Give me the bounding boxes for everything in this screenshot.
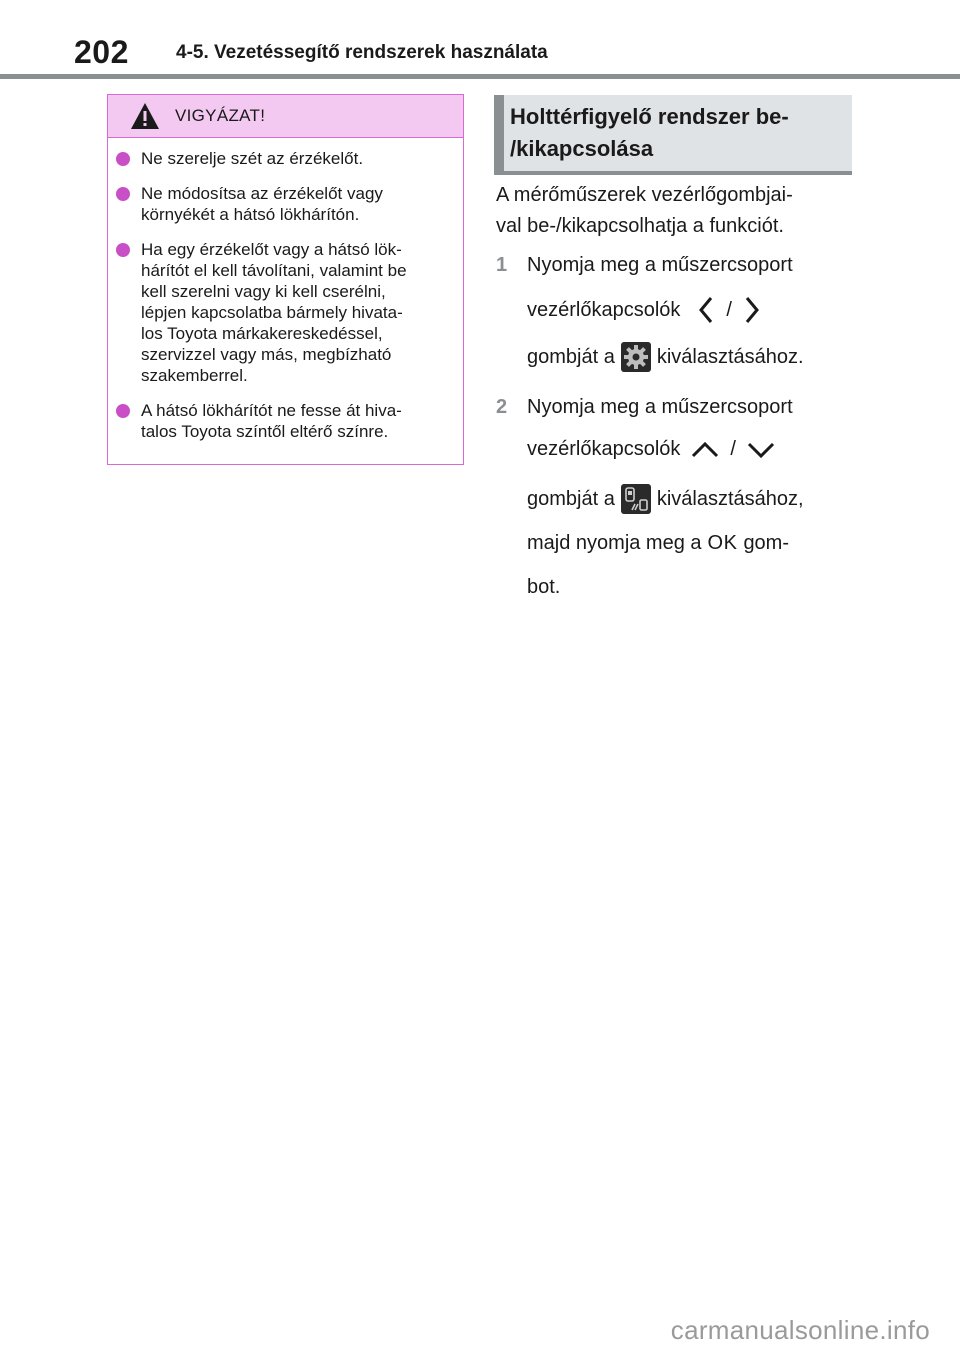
- step-text: gombját a: [527, 487, 615, 510]
- warning-item-text: környékét a hátsó lökhárítón.: [141, 205, 360, 224]
- warning-item: [116, 148, 449, 169]
- subsection-title-line: /kikapcsolása: [510, 136, 654, 161]
- section-title: 4-5. Vezetéssegítő rendszerek használata: [176, 42, 548, 63]
- warning-item-text: szakemberrel.: [141, 366, 248, 385]
- subsection-title-line: Holttérfigyelő rendszer be-: [510, 104, 789, 129]
- warning-item-text: szervizzel vagy más, megbízható: [141, 345, 392, 364]
- step-line: [527, 438, 776, 461]
- step-text: vezérlőkapcsolók: [527, 298, 681, 321]
- warning-triangle-icon: [130, 102, 160, 130]
- warning-title: VIGYÁZAT!: [175, 106, 266, 125]
- step-line: [527, 396, 793, 419]
- intro-line: val be-/kikapcsolhatja a funkciót.: [496, 215, 784, 237]
- chevron-left-icon: [698, 296, 714, 324]
- subsection-title: [510, 101, 789, 165]
- step-text: majd nyomja meg a: [527, 532, 702, 554]
- chevron-right-icon: [744, 296, 760, 324]
- page-number: 202: [74, 34, 129, 70]
- ok-button-label: OK: [707, 532, 738, 554]
- bullet-icon: [116, 152, 130, 166]
- separator: /: [726, 298, 732, 321]
- header-divider: [0, 74, 960, 79]
- blind-spot-monitor-icon: [621, 484, 651, 514]
- warning-box: [107, 94, 464, 465]
- bullet-icon: [116, 187, 130, 201]
- subsection-heading: [494, 95, 852, 171]
- warning-item-text: Ne módosítsa az érzékelőt vagy: [141, 184, 383, 203]
- step-text: bot.: [527, 576, 561, 598]
- step-text: kiválasztásához.: [656, 345, 804, 368]
- step-text: kiválasztásához,: [656, 487, 804, 510]
- warning-header: [108, 95, 463, 138]
- bullet-icon: [116, 243, 130, 257]
- step-text: Nyomja meg a műszercsoport: [527, 396, 793, 418]
- step-line: [527, 342, 804, 372]
- warning-list: [108, 138, 463, 442]
- step-text: Nyomja meg a műszercsoport: [527, 254, 793, 276]
- step-line: [527, 254, 793, 277]
- step-number: 1: [496, 254, 508, 276]
- step-line: [527, 296, 760, 324]
- warning-item: [116, 400, 449, 442]
- warning-item-text: lépjen kapcsolatba bármely hivata-: [141, 303, 403, 322]
- warning-item-text: Ne szerelje szét az érzékelőt.: [141, 149, 364, 168]
- heading-underline: [494, 171, 852, 175]
- gear-icon: [621, 342, 651, 372]
- warning-item-text: los Toyota márkakereskedéssel,: [141, 324, 383, 343]
- step-line: [527, 532, 789, 555]
- chevron-up-icon: [690, 440, 720, 460]
- heading-accent-bar: [494, 95, 504, 171]
- bullet-icon: [116, 404, 130, 418]
- step-text: vezérlőkapcsolók: [527, 438, 681, 460]
- warning-item-text: kell szerelni vagy ki kell cserélni,: [141, 282, 386, 301]
- step-line: [527, 576, 560, 599]
- intro-paragraph: [496, 180, 856, 242]
- watermark: carmanualsonline.info: [670, 1315, 930, 1345]
- warning-item: [116, 239, 449, 386]
- chevron-down-icon: [746, 440, 776, 460]
- step-number: 2: [496, 396, 508, 418]
- warning-item-text: A hátsó lökhárítót ne fesse át hiva-: [141, 401, 402, 420]
- step-text: gombját a: [527, 345, 615, 368]
- warning-item-text: hárítót el kell távolítani, valamint be: [141, 261, 407, 280]
- step-text: gom-: [743, 532, 790, 554]
- step-line: [527, 484, 804, 514]
- warning-item-text: Ha egy érzékelőt vagy a hátsó lök-: [141, 240, 402, 259]
- intro-line: A mérőműszerek vezérlőgombjai-: [496, 184, 793, 206]
- warning-item-text: talos Toyota színtől eltérő színre.: [141, 422, 389, 441]
- separator: /: [730, 438, 736, 460]
- warning-item: [116, 183, 449, 225]
